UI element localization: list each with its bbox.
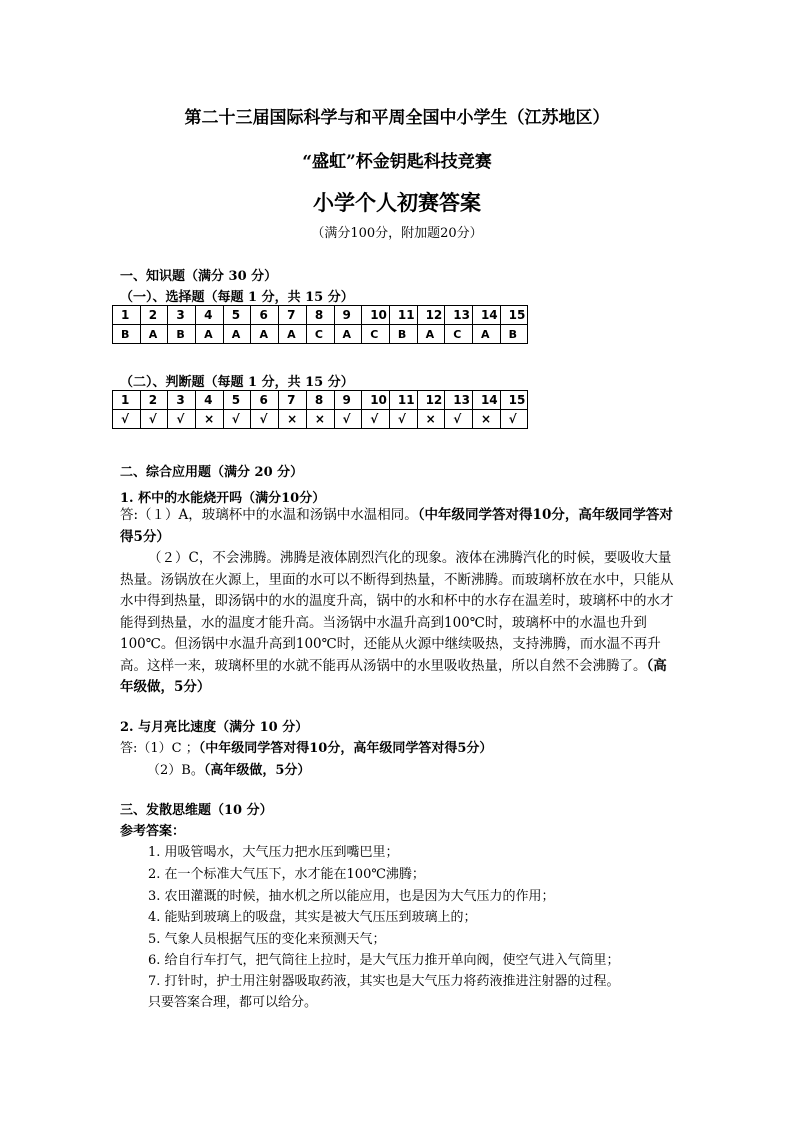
choice-table (112, 305, 528, 344)
judge-number-row (113, 391, 528, 410)
table-cell: 6 (251, 306, 279, 325)
table-cell: √ (223, 410, 251, 429)
q2-answer-1-text: 答:（1）C ； (120, 741, 199, 756)
section3-heading: 三、发散思维题（10 分） (120, 803, 273, 818)
table-cell: B (168, 325, 196, 344)
closing-note: 只要答案合理，都可以给分。 (148, 995, 318, 1010)
table-cell: × (306, 410, 334, 429)
table-cell: A (140, 325, 168, 344)
table-cell: 14 (472, 391, 500, 410)
table-cell: C (362, 325, 390, 344)
table-cell: 1 (113, 391, 141, 410)
table-cell: 11 (389, 391, 417, 410)
list-item: 2. 在一个标准大气压下，水才能在100℃沸腾； (148, 867, 425, 882)
table-cell: C (306, 325, 334, 344)
q2-answer-1 (120, 737, 492, 756)
table-cell: × (417, 410, 445, 429)
table-cell: 14 (472, 306, 500, 325)
table-cell: 3 (168, 306, 196, 325)
table-cell: 12 (417, 306, 445, 325)
table-cell: 7 (279, 306, 307, 325)
q2-answer-2-note: （高年级做，5分） (203, 763, 311, 778)
q1-answer-2-note: （高年级做，5分） (120, 657, 667, 695)
table-cell: 9 (334, 391, 362, 410)
table-cell: A (196, 325, 224, 344)
q2-answer-2 (147, 759, 310, 778)
q1-heading: 1. 杯中的水能烧开吗（满分10分） (120, 491, 326, 506)
table-cell: √ (168, 410, 196, 429)
q1-answer-1-text: 答:（１）A，玻璃杯中的水温和汤锅中水温相同。 (120, 507, 418, 523)
table-cell: 5 (223, 391, 251, 410)
list-item: 1. 用吸管喝水，大气压力把水压到嘴巴里； (148, 845, 399, 860)
judge-heading: （二）、判断题（每题 1 分，共 15 分） (120, 375, 354, 390)
table-cell: √ (445, 410, 473, 429)
list-item: 7. 打针时，护士用注射器吸取药液，其实也是大气压力将药液推进注射器的过程。 (148, 974, 620, 989)
table-cell: A (279, 325, 307, 344)
list-item: 3. 农田灌溉的时候，抽水机之所以能应用，也是因为大气压力的作用； (148, 889, 555, 904)
table-cell: 8 (306, 306, 334, 325)
table-cell: B (113, 325, 141, 344)
title-line-2: “盛虹”杯金钥匙科技竞赛 (302, 152, 492, 172)
reference-label: 参考答案： (120, 824, 186, 839)
table-cell: × (279, 410, 307, 429)
table-cell: A (334, 325, 362, 344)
table-cell: 13 (445, 391, 473, 410)
section1-heading: 一、知识题（满分 30 分） (120, 269, 278, 284)
table-cell: 2 (140, 391, 168, 410)
table-cell: 10 (362, 306, 390, 325)
table-cell: 2 (140, 306, 168, 325)
choice-answer-row (113, 325, 528, 344)
table-cell: 13 (445, 306, 473, 325)
q1-answer-1 (120, 505, 680, 548)
table-cell: B (389, 325, 417, 344)
table-cell: 11 (389, 306, 417, 325)
table-cell: 4 (196, 391, 224, 410)
table-cell: A (472, 325, 500, 344)
table-cell: 15 (500, 391, 528, 410)
table-cell: 3 (168, 391, 196, 410)
choice-heading: （一）、选择题（每题 1 分，共 15 分） (120, 290, 354, 305)
table-cell: √ (113, 410, 141, 429)
table-cell: 1 (113, 306, 141, 325)
q2-heading: 2. 与月亮比速度（满分 10 分） (120, 720, 309, 735)
table-cell: √ (334, 410, 362, 429)
q2-answer-2-text: （2）B。 (147, 763, 204, 778)
table-cell: 9 (334, 306, 362, 325)
q1-answer-2 (120, 548, 680, 699)
section2-heading: 二、综合应用题（满分 20 分） (120, 465, 304, 480)
table-cell: 8 (306, 391, 334, 410)
q2-answer-1-note: （中年级同学答对得10分，高年级同学答对得5分） (198, 741, 493, 756)
judge-table (112, 390, 528, 429)
choice-number-row (113, 306, 528, 325)
q1-answer-2-text: （２）C，不会沸腾。沸腾是液体剧烈汽化的现象。液体在沸腾汽化的时候，要吸收大量热量。汤锅放在火源上，里面的水可以不断得到热量，不断沸腾。而玻璃杯放在水中，只能从水中得到热量，即汤锅中的水的温度升高，锅中的水和杯中的水存在温差时，玻璃杯中的水才能得到热量，水的温度才能升高。当汤锅中水温升高到100℃时，玻璃杯中的水温也升到100℃。但汤锅中水温升高到100℃时，还能从火源中继续吸热，支持沸腾，而水温不再升高。这样一来，玻璃杯里的水就不能再从汤锅中的水里吸收热量，所以自然不会沸腾了。 (120, 550, 674, 674)
table-cell: √ (500, 410, 528, 429)
table-cell: 5 (223, 306, 251, 325)
list-item: 6. 给自行车打气，把气筒往上拉时，是大气压力推开单向阀，使空气进入气筒里； (148, 953, 620, 968)
title-line-1: 第二十三届国际科学与和平周全国中小学生（江苏地区） (184, 108, 610, 128)
judge-answer-row (113, 410, 528, 429)
list-item: 5. 气象人员根据气压的变化来预测天气； (148, 932, 386, 947)
table-cell: √ (140, 410, 168, 429)
table-cell: √ (362, 410, 390, 429)
list-item: 4. 能贴到玻璃上的吸盘，其实是被大气压压到玻璃上的； (148, 910, 477, 925)
table-cell: C (445, 325, 473, 344)
table-cell: × (472, 410, 500, 429)
table-cell: 6 (251, 391, 279, 410)
subtitle: （满分100分，附加题20分） (311, 226, 483, 241)
table-cell: A (417, 325, 445, 344)
table-cell: 4 (196, 306, 224, 325)
table-cell: B (500, 325, 528, 344)
table-cell: √ (389, 410, 417, 429)
table-cell: A (251, 325, 279, 344)
table-cell: × (196, 410, 224, 429)
table-cell: 12 (417, 391, 445, 410)
table-cell: 10 (362, 391, 390, 410)
table-cell: √ (251, 410, 279, 429)
table-cell: 15 (500, 306, 528, 325)
title-line-3: 小学个人初赛答案 (313, 190, 481, 215)
table-cell: 7 (279, 391, 307, 410)
table-cell: A (223, 325, 251, 344)
q1-answer-1-note: （中年级同学答对得10分，高年级同学答对得5分） (120, 507, 673, 545)
